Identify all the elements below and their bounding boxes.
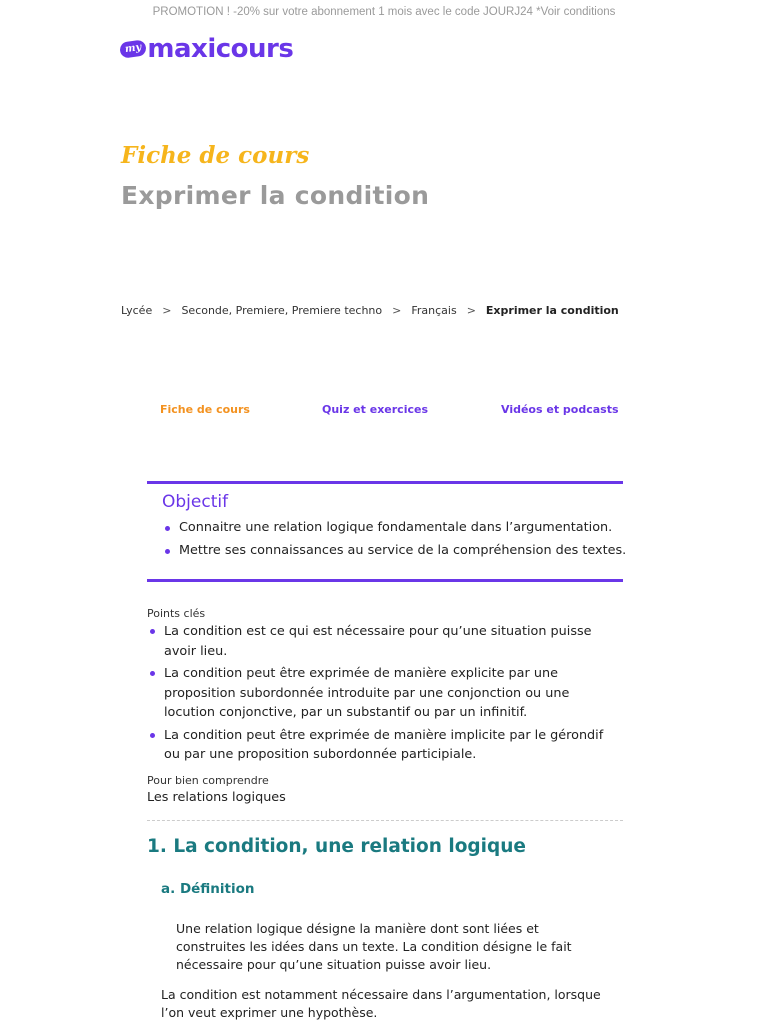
list-item-text: La condition est ce qui est nécessaire pour qu’une situation puisse avoir lieu. [164,624,592,659]
breadcrumb-separator: > [466,304,476,317]
logo-prefix: my [119,39,147,59]
breadcrumb [121,304,619,317]
objectif-list [162,520,626,566]
objectif-title: Objectif [162,492,229,512]
tab-fiche-de-cours[interactable]: Fiche de cours [160,403,250,416]
breadcrumb-subject[interactable]: Français [411,304,457,317]
page-kicker: Fiche de cours [121,142,310,169]
page-title: Exprimer la condition [121,181,430,210]
points-cles-title: Points clés [147,607,206,620]
list-item-text: Connaitre une relation logique fondamentale dans l’argumentation. [179,520,613,535]
tab-quiz-et-exercices[interactable]: Quiz et exercices [322,403,428,416]
list-item [162,543,626,558]
list-item-text: Mettre ses connaissances au service de la compréhension des textes. [179,543,627,558]
section-heading: 1. La condition, une relation logique [147,836,526,857]
tab-videos-et-podcasts[interactable]: Vidéos et podcasts [501,403,619,416]
list-item-text: La condition peut être exprimée de manière implicite par le gérondif ou par une proposition subordonnée participiale. [164,727,604,762]
relations-logiques-link[interactable]: Les relations logiques [147,790,286,805]
points-cles-list [147,622,617,768]
bullet-icon [165,526,170,531]
breadcrumb-level[interactable]: Seconde, Premiere, Premiere techno [181,304,383,317]
breadcrumb-lycee[interactable]: Lycée [121,304,153,317]
bullet-icon [150,671,155,676]
maxicours-logo[interactable] [120,34,293,64]
pour-bien-comprendre-title: Pour bien comprendre [147,774,269,787]
bullet-icon [165,549,170,554]
breadcrumb-current: Exprimer la condition [485,304,619,317]
section-divider [147,820,623,821]
breadcrumb-separator: > [162,304,172,317]
promo-banner[interactable]: PROMOTION ! -20% sur votre abonnement 1 mois avec le code JOURJ24 *Voir conditions [152,6,616,18]
objectif-box [147,481,627,582]
list-item [147,622,617,661]
list-item [147,726,617,765]
list-item [162,520,626,535]
logo-name: maxicours [147,34,294,64]
list-item [147,664,617,723]
body-paragraph: La condition est notamment nécessaire dans l’argumentation, lorsque l’on veut exprimer une hypothèse. [161,987,601,1020]
definition-paragraph: Une relation logique désigne la manière dont sont liées et construites les idées dans un texte. La condition désigne le fait nécessaire pour qu’une situation puisse avoir lieu. [176,921,572,972]
breadcrumb-separator: > [392,304,402,317]
section-subheading: a. Définition [161,881,255,897]
list-item-text: La condition peut être exprimée de manière explicite par une proposition subordonnée introduite par une conjonction ou une locution conjonctive, par un substantif ou par un infinitif. [164,666,570,720]
bullet-icon [150,629,155,634]
bullet-icon [150,733,155,738]
